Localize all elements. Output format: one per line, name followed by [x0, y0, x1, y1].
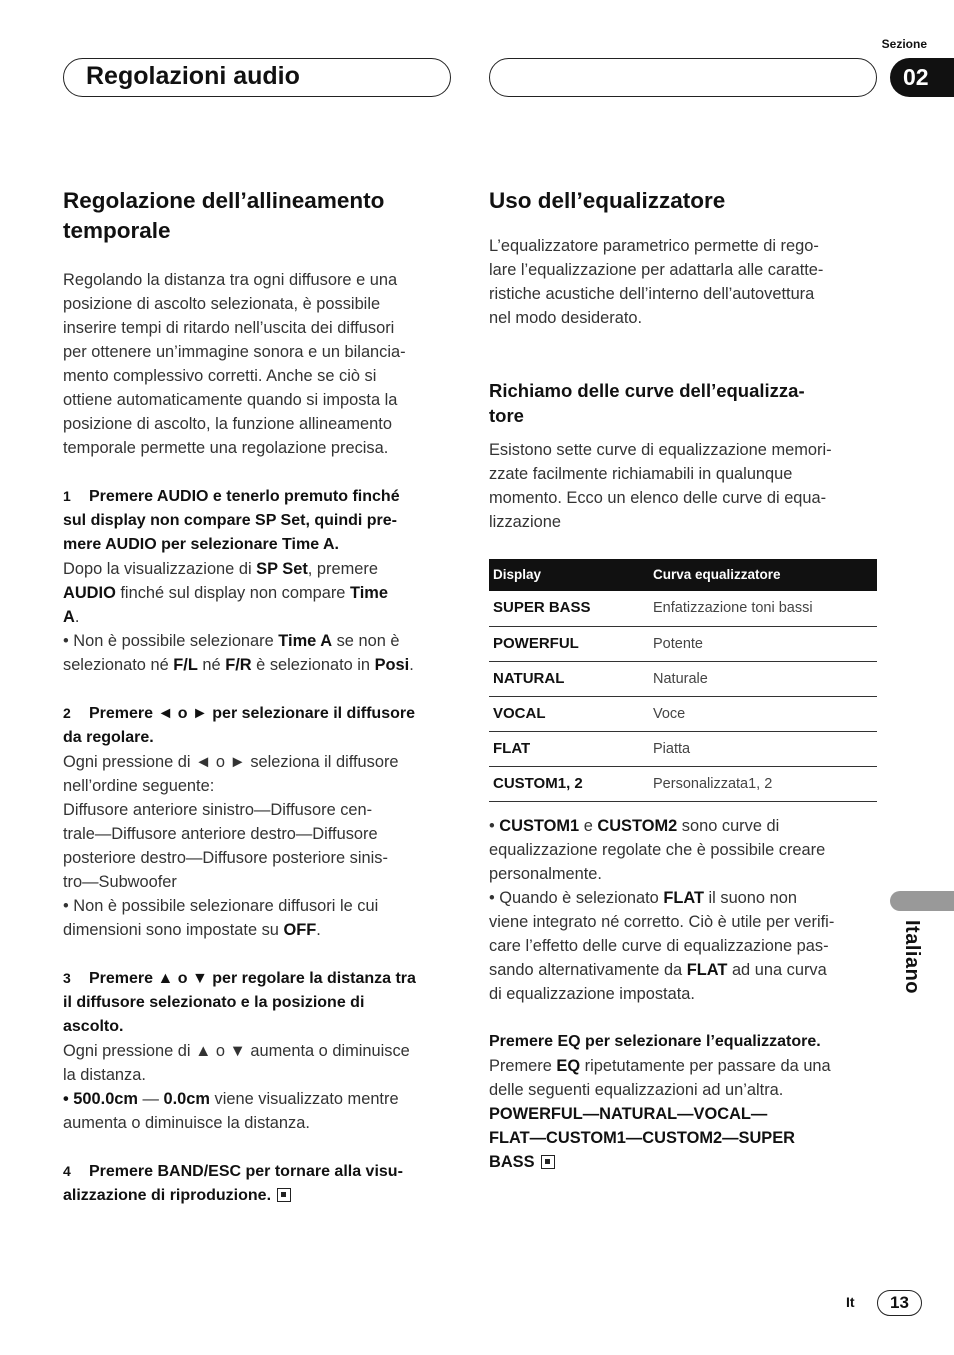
- left-title-line: temporale: [63, 218, 171, 243]
- text-line: Richiamo delle curve dell’equalizza-: [489, 380, 805, 401]
- table-cell: CUSTOM1, 2: [489, 766, 649, 801]
- text-line: Premere ▲ o ▼ per regolare la distanza tra: [89, 970, 416, 987]
- text-run: selezionato né: [63, 656, 174, 674]
- text-run: CUSTOM2: [597, 816, 678, 835]
- text-line: Premere AUDIO e tenerlo premuto finché: [89, 488, 400, 505]
- text-run: ad una curva: [727, 960, 827, 979]
- step-number: 1: [63, 488, 71, 504]
- end-mark-icon: [277, 1188, 291, 1202]
- text-line: Esistono sette curve di equalizzazione memori-: [489, 441, 832, 459]
- step-2-body: [63, 750, 451, 942]
- text-line: la distanza.: [63, 1066, 146, 1084]
- text-line: sul display non compare SP Set, quindi pre-: [63, 512, 397, 529]
- section-label: Sezione: [881, 37, 927, 51]
- text-line: Diffusore anteriore sinistro—Diffusore cen-: [63, 801, 373, 819]
- text-line: nel modo desiderato.: [489, 309, 643, 327]
- step-3-heading: [63, 966, 451, 1039]
- text-line: il diffusore selezionato e la posizione di: [63, 994, 365, 1011]
- text-run: • Non è possibile selezionare: [63, 632, 279, 650]
- text-run: F/R: [225, 656, 252, 674]
- eq-curve-table: [489, 559, 877, 802]
- text-run: se non è: [332, 632, 400, 650]
- table-cell: VOCAL: [489, 696, 649, 731]
- header-title: Regolazioni audio: [86, 62, 300, 90]
- right-column: [489, 186, 877, 1174]
- text-run: viene visualizzato mentre: [209, 1090, 399, 1108]
- table-cell: Enfatizzazione toni bassi: [649, 591, 877, 626]
- text-line: ottiene automaticamente quando si imposta la: [63, 391, 398, 409]
- text-line: inserire tempi di ritardo nell’uscita dei diffusori: [63, 319, 395, 337]
- text-run: .: [409, 656, 414, 674]
- text-line: personalmente.: [489, 864, 602, 883]
- table-cell: SUPER BASS: [489, 591, 649, 626]
- note-custom: [489, 814, 877, 886]
- table-cell: NATURAL: [489, 661, 649, 696]
- text-line: Premere BAND/ESC per tornare alla visu-: [89, 1163, 403, 1180]
- right-intro: [489, 234, 877, 330]
- text-run: 0.0cm: [163, 1090, 210, 1108]
- text-line: ascolto.: [63, 1018, 124, 1035]
- step-number: 3: [63, 970, 71, 986]
- subsection-title: [489, 378, 877, 428]
- step-1-heading: [63, 484, 451, 557]
- table-cell: Voce: [649, 696, 877, 731]
- text-run: sono curve di: [677, 816, 780, 835]
- text-run: aumenta o diminuisce la distanza.: [63, 1114, 310, 1132]
- text-line: di equalizzazione impostata.: [489, 984, 695, 1003]
- text-run: OFF: [283, 921, 317, 939]
- step-2-heading: [63, 701, 451, 750]
- text-run: • Quando è selezionato: [489, 888, 664, 907]
- text-line: tore: [489, 405, 524, 426]
- note-flat: [489, 886, 877, 1006]
- step-1-body: [63, 557, 451, 677]
- table-row: [489, 766, 877, 801]
- table-cell: Potente: [649, 626, 877, 661]
- text-line: lare l’equalizzazione per adattarla alle caratte-: [489, 261, 824, 279]
- text-line: L’equalizzatore parametrico permette di rego-: [489, 237, 819, 255]
- text-run: F/L: [173, 656, 198, 674]
- text-line: posteriore destro—Diffusore posteriore sinis-: [63, 849, 388, 867]
- table-row: [489, 731, 877, 766]
- text-line: viene integrato né corretto. Ciò è utile per verifi-: [489, 912, 835, 931]
- text-line: Ogni pressione di ▲ o ▼ aumenta o diminuisce: [63, 1042, 410, 1060]
- page-number: 13: [877, 1290, 922, 1316]
- text-run: ripetutamente per passare da una: [580, 1056, 831, 1075]
- text-line: Premere ◄ o ► per selezionare il diffusore: [89, 705, 415, 722]
- text-line: temporale permette una regolazione precisa.: [63, 439, 389, 457]
- text-run: Dopo la visualizzazione di: [63, 560, 257, 578]
- text-line: Ogni pressione di ◄ o ► seleziona il diffusore: [63, 753, 399, 771]
- text-run: FLAT: [663, 888, 704, 907]
- subsection-intro: [489, 438, 877, 534]
- text-line: alizzazione di riproduzione.: [63, 1187, 272, 1204]
- header-title-box: [63, 58, 451, 97]
- table-cell: Personalizzata1, 2: [649, 766, 877, 801]
- step-number: 4: [63, 1163, 71, 1179]
- left-section-title: [63, 186, 451, 246]
- table-row: [489, 591, 877, 626]
- eq-step-heading: Premere EQ per selezionare l’equalizzatore.: [489, 1032, 821, 1050]
- table-row: [489, 661, 877, 696]
- text-run: finché sul display non compare: [115, 584, 350, 602]
- text-run: FLAT: [686, 960, 728, 979]
- text-line: mere AUDIO per selezionare Time A.: [63, 536, 339, 553]
- text-run: .: [74, 608, 80, 626]
- text-line: ristiche acustiche dell’interno dell’autovettura: [489, 285, 815, 303]
- text-run: EQ: [556, 1056, 581, 1075]
- text-line: BASS: [489, 1152, 535, 1171]
- step-4-heading: [63, 1159, 451, 1208]
- step-number: 2: [63, 705, 71, 721]
- table-header: Display: [489, 559, 649, 591]
- text-run: —: [138, 1090, 164, 1108]
- text-run: SP Set: [256, 560, 308, 578]
- table-cell: FLAT: [489, 731, 649, 766]
- text-run: AUDIO: [63, 584, 116, 602]
- text-run: Posi: [374, 656, 410, 674]
- table-cell: POWERFUL: [489, 626, 649, 661]
- text-run: Time: [349, 584, 388, 602]
- text-run: •: [489, 816, 500, 835]
- text-run: Premere: [489, 1056, 557, 1075]
- text-line: nell’ordine seguente:: [63, 777, 215, 795]
- text-run: • Non è possibile selezionare diffusori le cui: [63, 897, 379, 915]
- side-language-label: Italiano: [901, 920, 923, 995]
- text-run: né: [197, 656, 226, 674]
- end-mark-icon: [541, 1155, 555, 1169]
- page-language-code: It: [846, 1294, 855, 1310]
- text-line: care l’effetto delle curve di equalizzazione pas-: [489, 936, 829, 955]
- text-run: è selezionato in: [251, 656, 375, 674]
- text-line: posizione di ascolto, la funzione allineamento: [63, 415, 392, 433]
- text-run: .: [316, 921, 321, 939]
- text-line: zzate facilmente richiamabili in qualunque: [489, 465, 793, 483]
- text-line: mento complessivo corretti. Anche se ciò si: [63, 367, 377, 385]
- text-line: delle seguenti equalizzazioni ad un’altra.: [489, 1080, 784, 1099]
- text-line: trale—Diffusore anteriore destro—Diffusore: [63, 825, 378, 843]
- text-line: da regolare.: [63, 729, 154, 746]
- table-cell: Naturale: [649, 661, 877, 696]
- text-run: CUSTOM1: [499, 816, 580, 835]
- text-line: FLAT—CUSTOM1—CUSTOM2—SUPER: [489, 1128, 795, 1147]
- left-intro: [63, 268, 451, 460]
- text-line: posizione di ascolto selezionata, è possibile: [63, 295, 381, 313]
- step-3-body: [63, 1039, 451, 1135]
- eq-step-body: [489, 1054, 877, 1174]
- left-column: [63, 186, 451, 1208]
- text-line: per ottenere un’immagine sonora e un bilancia-: [63, 343, 406, 361]
- right-section-title: Uso dell’equalizzatore: [489, 188, 726, 213]
- text-run: A: [63, 608, 75, 626]
- table-header: Curva equalizzatore: [649, 559, 877, 591]
- table-header-row: [489, 559, 877, 591]
- text-line: equalizzazione regolate che è possibile creare: [489, 840, 826, 859]
- table-row: [489, 696, 877, 731]
- table-cell: Piatta: [649, 731, 877, 766]
- header-blank-box: [489, 58, 877, 97]
- text-line: Regolando la distanza tra ogni diffusore e una: [63, 271, 398, 289]
- language-tab-marker: [890, 891, 954, 911]
- section-number: 02: [890, 58, 954, 97]
- left-title-line: Regolazione dell’allineamento: [63, 188, 385, 213]
- text-line: momento. Ecco un elenco delle curve di equa-: [489, 489, 827, 507]
- text-line: tro—Subwoofer: [63, 873, 177, 891]
- text-run: Time A: [278, 632, 333, 650]
- table-row: [489, 626, 877, 661]
- text-run: • 500.0cm: [63, 1090, 138, 1108]
- text-run: il suono non: [703, 888, 797, 907]
- text-run: sando alternativamente da: [489, 960, 687, 979]
- text-run: dimensioni sono impostate su: [63, 921, 284, 939]
- text-line: POWERFUL—NATURAL—VOCAL—: [489, 1104, 768, 1123]
- text-run: , premere: [307, 560, 378, 578]
- text-line: lizzazione: [489, 513, 561, 531]
- text-run: e: [579, 816, 598, 835]
